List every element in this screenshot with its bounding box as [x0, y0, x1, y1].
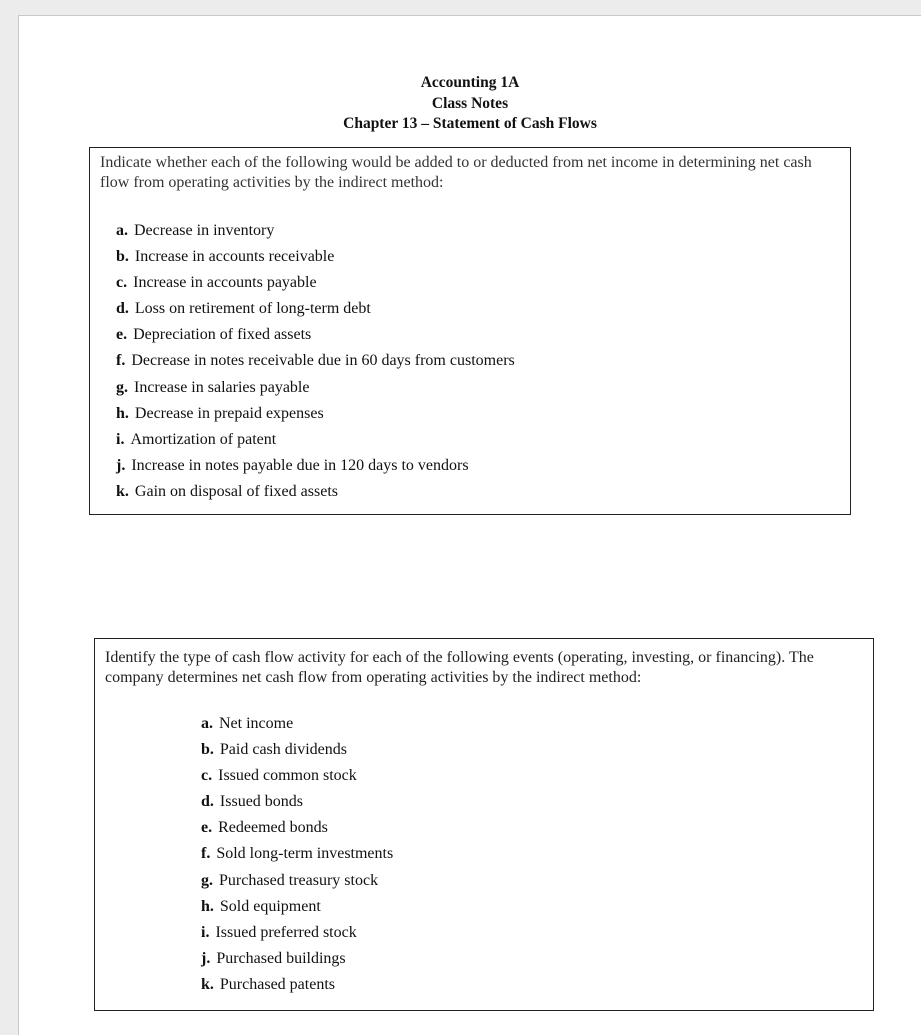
item-text: Increase in notes payable due in 120 days to vendors: [131, 456, 469, 474]
item-text: Net income: [219, 715, 294, 732]
exercise-item-list: [201, 711, 393, 998]
list-item: [116, 348, 515, 374]
exercise-instruction: Identify the type of cash flow activity for each of the following events (operating, investing, or financing). The company determines net cash flow from operating activities by the indirect method:: [105, 649, 814, 686]
exercise-instruction: Indicate whether each of the following would be added to or deducted from net income in determining net cash flow from operating activities by the indirect method:: [100, 154, 812, 191]
list-item: [201, 894, 393, 920]
item-letter: c.: [116, 274, 128, 292]
item-letter: k.: [201, 975, 214, 993]
item-text: Issued preferred stock: [215, 923, 357, 941]
item-text: Redeemed bonds: [218, 819, 328, 837]
item-letter: g.: [201, 871, 213, 889]
item-letter: i.: [116, 430, 125, 448]
list-item: [116, 218, 515, 244]
item-text: Increase in accounts payable: [133, 274, 317, 292]
list-item: [116, 427, 515, 453]
item-letter: h.: [116, 404, 129, 422]
item-text: Gain on disposal of fixed assets: [134, 482, 338, 500]
chapter-title: Chapter 13 – Statement of Cash Flows: [343, 115, 597, 132]
list-item: [116, 401, 515, 427]
item-letter: b.: [201, 741, 214, 759]
item-text: Issued bonds: [219, 793, 304, 811]
course-title: Accounting 1A: [420, 74, 520, 91]
list-item: [201, 946, 393, 972]
item-letter: h.: [201, 897, 214, 915]
exercise-item-list: [116, 218, 515, 505]
document-header: [19, 73, 921, 135]
item-letter: f.: [201, 845, 211, 863]
item-text: Purchased treasury stock: [219, 871, 379, 889]
item-letter: e.: [201, 819, 213, 837]
document-page: [18, 15, 921, 1035]
item-text: Amortization of patent: [130, 430, 277, 448]
notes-subtitle: Class Notes: [431, 94, 509, 112]
item-letter: j.: [116, 456, 126, 474]
item-text: Issued common stock: [218, 767, 357, 785]
item-letter: f.: [116, 352, 126, 370]
list-item: [116, 375, 515, 401]
item-letter: c.: [201, 767, 213, 785]
item-text: Paid cash dividends: [219, 741, 347, 759]
item-letter: e.: [116, 326, 128, 344]
item-letter: j.: [201, 949, 211, 967]
item-letter: g.: [116, 378, 128, 396]
item-letter: a.: [201, 715, 213, 732]
item-letter: b.: [116, 248, 129, 266]
list-item: [201, 972, 393, 998]
item-text: Increase in salaries payable: [134, 378, 310, 396]
item-text: Depreciation of fixed assets: [133, 326, 312, 344]
list-item: [116, 296, 515, 322]
item-text: Decrease in notes receivable due in 60 days from customers: [131, 352, 515, 370]
item-text: Purchased buildings: [216, 949, 346, 967]
list-item: [201, 841, 393, 867]
item-letter: d.: [201, 793, 214, 811]
list-item: [116, 244, 515, 270]
item-text: Loss on retirement of long-term debt: [134, 300, 371, 318]
exercise-box-operating-adjustments: [89, 147, 851, 515]
exercise-box-activity-classification: [94, 638, 874, 1011]
list-item: [201, 711, 393, 737]
item-text: Sold equipment: [219, 897, 321, 915]
item-letter: d.: [116, 300, 129, 318]
list-item: [201, 737, 393, 763]
list-item: [116, 479, 515, 505]
list-item: [201, 920, 393, 946]
list-item: [116, 453, 515, 479]
list-item: [116, 270, 515, 296]
list-item: [201, 789, 393, 815]
list-item: [201, 815, 393, 841]
item-text: Purchased patents: [219, 975, 335, 993]
list-item: [201, 763, 393, 789]
list-item: [116, 322, 515, 348]
item-letter: a.: [116, 222, 128, 239]
item-letter: k.: [116, 482, 129, 500]
item-text: Increase in accounts receivable: [134, 248, 335, 266]
item-text: Decrease in prepaid expenses: [134, 404, 324, 422]
item-letter: i.: [201, 923, 210, 941]
item-text: Decrease in inventory: [134, 222, 275, 239]
list-item: [201, 868, 393, 894]
item-text: Sold long-term investments: [216, 845, 394, 863]
